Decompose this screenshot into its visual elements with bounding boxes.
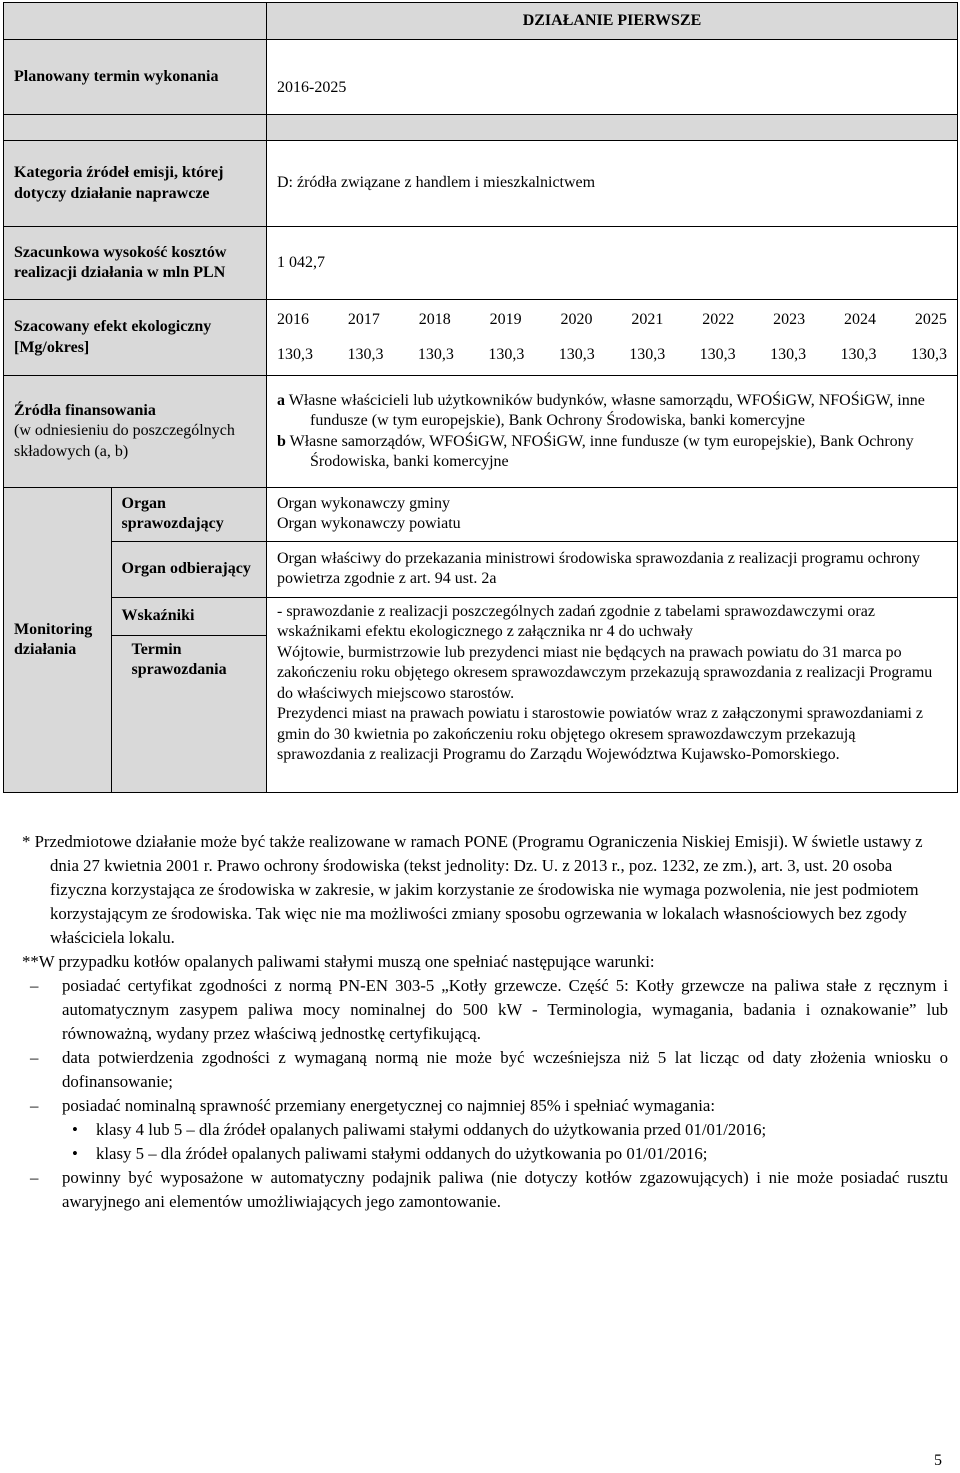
monitoring-subtable [4,488,267,792]
receiving-label: Organ odbierający [111,541,267,597]
effect-amounts [277,345,947,366]
term-value [267,40,958,115]
monitoring-row [4,488,958,793]
requirement-efficiency: posiadać nominalną sprawność przemiany energetycznej co najmniej 85% i spełniać wymagania: [62,1096,715,1115]
effect-label: Szacowany efekt ekologiczny [Mg/okres] [4,300,267,376]
financing-b-marker: b [277,432,286,450]
requirement-item [22,1166,948,1214]
effect-year: 2024 [844,310,876,328]
footnotes [22,830,948,1214]
footnote-boilers-intro: **W przypadku kotłów opalanych paliwami stałymi muszą one spełniać następujące warunki: [22,952,655,971]
effect-value: 130,3 [558,346,595,363]
requirement-subitem [22,1142,948,1166]
term-row [4,40,958,115]
effect-year: 2016 [277,310,309,328]
page-number: 5 [934,1452,942,1469]
monitoring-values [267,488,957,792]
spacer-cell-right [267,115,958,141]
financing-b-text: Własne samorządów, WFOŚiGW, NFOŚiGW, inne fundusze (w tym europejskie), Bank Ochrony Środowiska, banki komercyjne [289,432,914,470]
financing-a-text: Własne właścicieli lub użytkowników budynków, własne samorządu, WFOŚiGW, NFOŚiGW, inne fundusze (w tym europejskie), Bank Ochrony Środowiska, banki komercyjne [288,391,925,429]
effect-year: 2020 [560,310,593,328]
bullet-marker: • [72,1120,78,1139]
term-value-text: 2016-2025 [277,78,347,96]
effect-value: 130,3 [277,346,313,363]
financing-value [267,376,958,488]
financing-row [4,376,958,488]
bullet-marker: • [72,1144,78,1163]
reporting-label: Organ sprawozdający [111,488,267,541]
effect-year: 2023 [773,310,806,328]
requirement-item [22,974,948,1046]
spacer-row [4,115,958,141]
effect-years [277,310,947,331]
effect-year: 2019 [489,310,522,328]
receiving-value: Organ właściwy do przekazania ministrowi środowiska sprawozdania z realizacji programu ochrony powietrza zgodnie z art. 94 ust. 2a [267,541,957,597]
requirement-certificate: posiadać certyfikat zgodności z normą PN-EN 303-5 „Kotły grzewcze. Część 5: Kotły grzewcze na paliwa stałe z ręcznym i automatycznym zasypem paliwa mocy nominalnej do 500 kW - Terminologia, wymagania, badania i oznakowanie” lub równoważną, wydany przez właściwą jednostkę certyfikującą. [62,976,948,1043]
category-row [4,141,958,227]
header-row [4,3,958,40]
effect-year: 2022 [702,310,735,328]
effect-values [267,300,958,376]
costs-row [4,227,958,300]
dash-marker: – [30,1168,39,1187]
monitoring-value-cell [267,488,958,793]
reporting-value-row [267,488,957,541]
financing-label-bold: Źródła finansowania [14,401,156,419]
spacer-cell-left [4,115,267,141]
costs-label: Szacunkowa wysokość kosztów realizacji działania w mln PLN [4,227,267,300]
reporting-value [267,488,957,541]
effect-value: 130,3 [417,346,454,363]
dash-marker: – [30,976,39,995]
effect-row [4,300,958,376]
effect-value: 130,3 [488,346,525,363]
financing-item-b [277,432,947,473]
monitoring-label-cell [4,488,267,793]
effect-year: 2017 [347,310,380,328]
effect-value: 130,3 [910,346,947,363]
requirement-class-5: klasy 5 – dla źródeł opalanych paliwami stałymi oddanych do użytkowania po 01/01/2016; [96,1144,708,1163]
action-title: DZIAŁANIE PIERWSZE [267,3,958,40]
deadline-label-text: Termin sprawozdania [131,640,227,678]
indicators-label: Wskaźniki [111,597,267,635]
requirement-item [22,1094,948,1118]
financing-item-a [277,391,947,432]
deadline-p1: Wójtowie, burmistrzowie lub prezydenci miast nie będących na prawach powiatu do 31 marca po zakończeniu roku objętego okresem sprawozdawczym przekazują sprawozdania z realizacji Programu do właściwych miejscowo starostów. [277,643,933,702]
effect-value: 130,3 [770,346,807,363]
financing-a-marker: a [277,391,285,409]
requirement-subitem [22,1118,948,1142]
effect-value: 130,3 [840,346,877,363]
indicators-deadline-row [267,597,957,792]
requirement-feeder: powinny być wyposażone w automatyczny podajnik paliwa (nie dotyczy kotłów zgazowujących) i nie może posiadać rusztu awaryjnego ani elementów umożliwiających jego zamontowanie. [62,1168,948,1211]
category-label: Kategoria źródeł emisji, której dotyczy działanie naprawcze [4,141,267,227]
effect-year: 2025 [914,310,947,328]
requirement-date: data potwierdzenia zgodności z wymaganą normą nie może być wcześniejsza niż 5 lat licząc od daty złożenia wniosku o dofinansowanie; [62,1048,948,1091]
effect-value: 130,3 [347,346,384,363]
receiving-value-row [267,541,957,597]
financing-label-rest: (w odniesieniu do poszczególnych składowych (a, b) [14,422,235,460]
mon-reporting-row [4,488,267,541]
monitoring-label: Monitoring działania [4,488,111,792]
effect-value: 130,3 [629,346,666,363]
deadline-p2: Prezydenci miast na prawach powiatu i starostowie powiatów wraz z załączonymi sprawozdaniami z gmin do 30 kwietnia po zakończeniu roku objętego okresem sprawozdawczym przekazują sprawozdania z realizacji Programu do Zarządu Województwa Kujawsko-Pomorskiego. [277,705,923,763]
category-value: D: źródła związane z handlem i mieszkalnictwem [267,141,958,227]
effect-year: 2021 [631,310,664,328]
costs-value: 1 042,7 [267,227,958,300]
indicators-deadline-value [267,597,957,792]
requirement-class-4-5: klasy 4 lub 5 – dla źródeł opalanych paliwami stałymi oddanych do użytkowania przed 01/01/2016; [96,1120,767,1139]
reporting-line2: Organ wykonawczy powiatu [277,515,461,533]
financing-label [4,376,267,488]
dash-marker: – [30,1048,39,1067]
effect-year: 2018 [418,310,451,328]
dash-marker: – [30,1096,39,1115]
footnote-pone: * Przedmiotowe działanie może być także realizowane w ramach PONE (Programu Ograniczenia Niskiej Emisji). W świetle ustawy z dnia 27 kwietnia 2001 r. Prawo ochrony środowiska (tekst jednolity: Dz. U. z 2013 r., poz. 1232, ze zm.), art. 3, ust. 20 osoba fizyczna korzystająca ze środowiska w zakresie, w jakim korzystanie ze środowiska nie wymaga pozwolenia, nie jest podmiotem korzystającym ze środowiska. Tak więc nie ma możliwości zmiany sposobu ogrzewania w lokalach własnościowych bez zgody właściciela lokalu. [22,832,923,947]
header-empty-cell [4,3,267,40]
action-table [3,2,958,793]
indicators-value: - sprawozdanie z realizacji poszczególnych zadań zgodnie z tabelami sprawozdawczymi oraz wskaźnikami efektu ekologicznego z załącznika nr 4 do uchwały [277,602,875,640]
effect-value: 130,3 [699,346,736,363]
deadline-label [111,635,267,792]
term-label: Planowany termin wykonania [4,40,267,115]
requirement-item [22,1046,948,1094]
reporting-line1: Organ wykonawczy gminy [277,494,450,512]
